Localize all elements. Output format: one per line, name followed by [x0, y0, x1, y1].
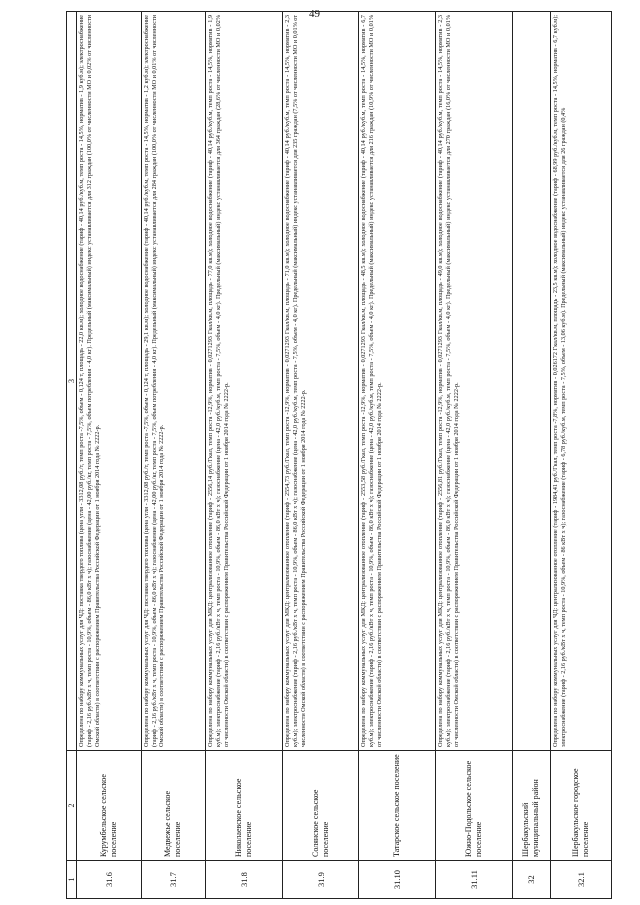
- tariff-description: Определена по набору коммунальных услуг для ЧД: поставка твердого топлива (цена угля - 3312,08 руб./т, темп роста -7,5%, объем - 0,124 т, площадь - 29,1 кв.м); холодное водоснабжение (тариф - 40,14 руб./куб.м, темп роста - 14,5%, норматив - 1,2 куб.м); электроснабжение (тариф - 2,16 руб./кВт х ч, темп роста - 10,9%, объем - 86,0 кВт х ч); газоснабжение (цена - 42,00 руб./кг, темп роста - 7,5%, объем потребления - 4,0 кг). Предельный (максимальный) индекс устанавливается для 284 граждан (100,0% от численности МО и 0,01% от численности Омской области) в соответствии с распоряжением Правительства Российской Федерации от 1 ноября 2014 года № 2222-р.: [141, 12, 205, 751]
- page-number: 49: [309, 8, 320, 20]
- row-number: 31.8: [206, 861, 283, 899]
- row-number: 31.6: [77, 861, 141, 899]
- row-number: 32: [512, 861, 550, 899]
- tariff-description: Определена по набору коммунальных услуг для МКД: централизованное отопление (тариф - 2556,14 руб./Гкал, темп роста -12,9%, норматив - 0,0271293 Гкал/кв.м, площадь - 77,0 кв.м); холодное водоснабжение (тариф - 40,14 руб./куб.м, темп роста - 14,5%, норматив - 1,9 куб.м); электроснабжение (тариф - 2,16 руб./кВт х ч, темп роста - 10,9%, объем - 86,0 кВт х ч); газоснабжение (цена - 42,0 руб./куб.м, темп роста - 7,5%, объем - 4,0 кг). Предельный (максимальный) индекс устанавливается для 364 граждан (28,6% от численности МО и 0,02% от численности Омской области) в соответствии с распоряжением Правительства Российской Федерации от 1 ноября 2014 года № 2222-р.: [206, 12, 283, 751]
- header-row: [67, 12, 77, 899]
- table-row: [141, 12, 205, 899]
- column-header-3: 3: [67, 12, 77, 751]
- table-row: [77, 12, 141, 899]
- table-row: [206, 12, 283, 899]
- column-header-1: 1: [67, 861, 77, 899]
- row-number: 31.11: [436, 861, 513, 899]
- settlement-name: Южно-Подольское сельское поселение: [436, 751, 513, 861]
- tariff-description: Определена по набору коммунальных услуг для МКД: централизованное отопление (тариф - 2553,58 руб./Гкал, темп роста -12,9%, норматив - 0,0271293 Гкал/кв.м, площадь - 48,5 кв.м); холодное водоснабжение (тариф - 40,14 руб./куб.м, темп роста - 14,5%, норматив - 6,7 куб.м); электроснабжение (тариф - 2,16 руб./кВт х ч, темп роста - 10,9%, объем - 86,0 кВт х ч); газоснабжение (цена - 42,0 руб./куб.м, темп роста - 7,5%, объем - 4,0 кг). Предельный (максимальный) индекс устанавливается для 216 граждан (10,9% от численности МО и 0,01% от численности Омской области) в соответствии с распоряжением Правительства Российской Федерации от 1 ноября 2014 года № 2222-р.: [359, 12, 436, 751]
- table-row: [436, 12, 513, 899]
- settlement-name: Шербакульское городское поселение: [550, 751, 611, 861]
- tariff-description: Определена по набору коммунальных услуг для ЧД: централизованное отопление (тариф - 1984,41 руб./Гкал, темп роста -7,8%, норматив - 0,026172 Гкал/кв.м, площадь - 23,5 кв.м); холодное водоснабжение (тариф - 68,99 руб./куб.м, темп роста - 14,5%, норматив - 6,7 куб.м); электроснабжение (тариф - 2,16 руб./кВт х ч, темп роста - 10,9%, объем - 86 кВт х ч); газоснабжение (тариф - 6,78 руб./куб.м, темп роста - 7,5%, объем - 13,06 куб.м). Предельный (максимальный) индекс устанавливается для 26 граждан (0,4%: [550, 12, 611, 751]
- settlement-name: Николаевское сельское поселение: [206, 751, 283, 861]
- table-row: [512, 12, 550, 899]
- table-row: [359, 12, 436, 899]
- row-number: 31.10: [359, 861, 436, 899]
- settlement-name: Медвежье сельское поселение: [141, 751, 205, 861]
- row-number: 31.9: [282, 861, 359, 899]
- row-number: 32.1: [550, 861, 611, 899]
- table-row: [550, 12, 611, 899]
- tariff-description: Определена по набору коммунальных услуг для ЧД: поставка твердого топлива (цена угля - 3312,08 руб./т, темп роста -7,5%, объем - 0,124 т, площадь - 22,0 кв.м); холодное водоснабжение (тариф - 40,14 руб./куб.м, темп роста - 14,5%, норматив - 1,9 куб.м); электроснабжение (тариф - 2,16 руб./кВт х ч, темп роста - 10,9%, объем - 86,0 кВт х ч); газоснабжение (цена - 42,00 руб./кг, темп роста - 7,5%, объем потребления - 4,0 кг). Предельный (максимальный) индекс устанавливается для 312 граждан (100,0% от численности МО и 0,02% от численности Омской области) в соответствии с распоряжением Правительства Российской Федерации от 1 ноября 2014 года № 2222-р.: [77, 12, 141, 751]
- table-row: [282, 12, 359, 899]
- settlement-name: Курумбельское сельское поселение: [77, 751, 141, 861]
- tariff-description: [512, 12, 550, 751]
- column-header-2: 2: [67, 751, 77, 861]
- tariff-description: Определена по набору коммунальных услуг для МКД: централизованное отопление (тариф - 2554,73 руб./Гкал, темп роста -12,9%, норматив - 0,0271293 Гкал/кв.м, площадь - 71,0 кв.м); холодное водоснабжение (тариф - 40,14 руб./куб.м, темп роста - 14,5%, норматив - 2,3 куб.м); электроснабжение (тариф - 2,16 руб./кВт х ч, темп роста - 10,9%, объем - 86,0 кВт х ч); газоснабжение (цена - 42,0 руб./куб.м, темп роста - 7,5%, объем - 4,0 кг). Предельный (максимальный) индекс устанавливается для 235 граждан (7,5% от численности МО и 0,01% от численности Омской области) в соответствии с распоряжением Правительства Российской Федерации от 1 ноября 2014 года № 2222-р.: [282, 12, 359, 751]
- tariff-description: Определена по набору коммунальных услуг для МКД: централизованное отопление (тариф - 2556,81 руб./Гкал, темп роста -12,9%, норматив - 0,0271293 Гкал/кв.м, площадь - 49,0 кв.м); холодное водоснабжение (тариф - 40,14 руб./куб.м, темп роста - 14,5%, норматив - 2,3 куб.м); электроснабжение (тариф - 2,16 руб./кВт х ч, темп роста - 10,9%, объем - 86,0 кВт х ч); газоснабжение (цена - 42,0 руб./куб.м, темп роста - 7,5%, объем - 4,0 кг). Предельный (максимальный) индекс устанавливается для 270 граждан (16,0% от численности МО и 0,01% от численности Омской области) в соответствии с распоряжением Правительства Российской Федерации от 1 ноября 2014 года № 2222-р.: [436, 12, 513, 751]
- settlement-name: Шербакульский муниципальный район: [512, 751, 550, 861]
- settlement-name: Татарское сельское поселение: [359, 751, 436, 861]
- settlement-name: Солянское сельское поселение: [282, 751, 359, 861]
- row-number: 31.7: [141, 861, 205, 899]
- tariff-table-rotated: [66, 12, 612, 899]
- tariff-table: [66, 11, 612, 899]
